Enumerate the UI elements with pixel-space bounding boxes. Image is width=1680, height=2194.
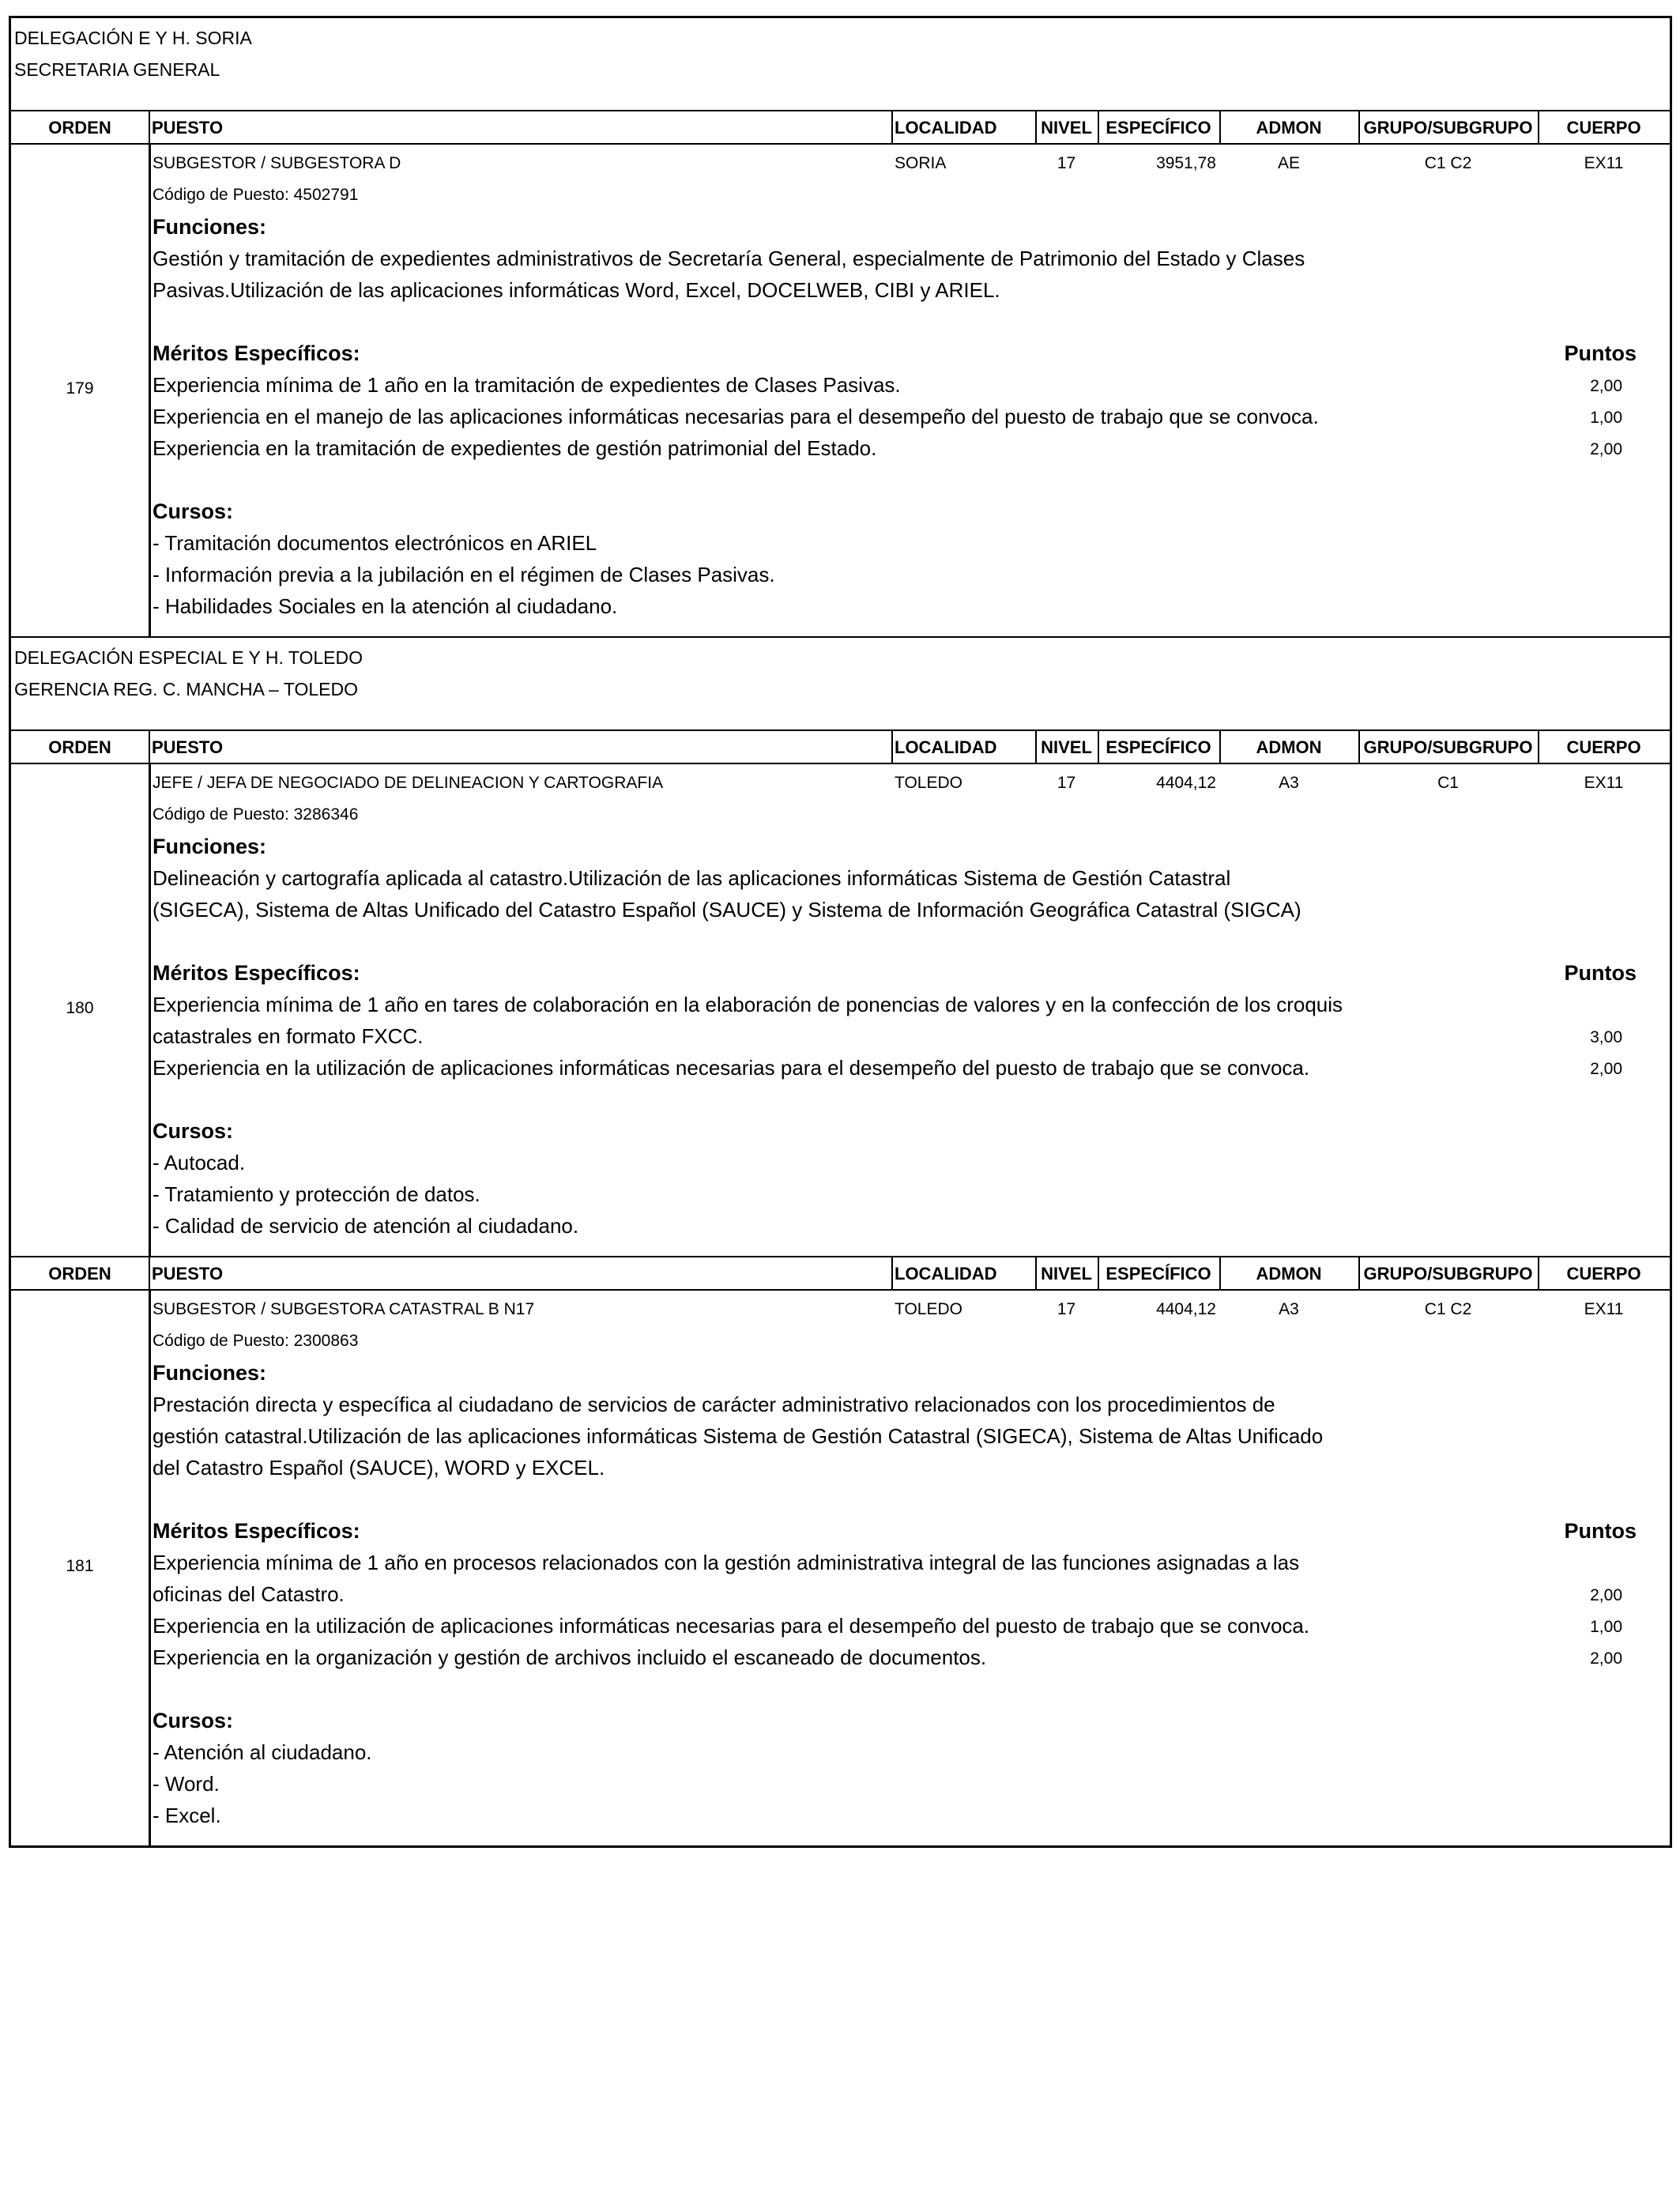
admon-value: A3 [1279,774,1299,792]
header-nivel: NIVEL [1041,118,1092,138]
nivel-value: 17 [1057,154,1076,172]
header-cuerpo: CUERPO [1566,118,1641,138]
section-soria [9,16,1672,636]
merito-line [153,1547,1670,1578]
spacer [153,925,1670,957]
spacer [153,1483,1670,1515]
meritos-heading: Méritos Específicos: [153,1519,360,1543]
column-header-row [11,111,1670,145]
funciones-text: Pasivas.Utilización de las aplicaciones informáticas Word, Excel, DOCELWEB, CIBI y ARIEL. [153,278,1000,302]
post-summary-line [153,767,1670,799]
column-divider [149,1257,150,1289]
nivel-value: 17 [1057,774,1076,792]
merito-points: 2,00 [1590,440,1622,458]
unit-name: SECRETARIA GENERAL [14,59,220,80]
funciones-text: gestión catastral.Utilización de las aplicaciones informáticas Sistema de Gestión Catastral (SIGECA), Sistema de Altas Unificado [153,1424,1324,1448]
cursos-heading: Cursos: [153,1709,234,1732]
meritos-heading-line [153,957,1670,989]
header-nivel: NIVEL [1041,1264,1092,1284]
orden-number: 181 [66,1557,94,1575]
merito-text: Experiencia en la utilización de aplicaciones informáticas necesarias para el desempeño del puesto de trabajo que se convoca. [153,1056,1310,1080]
document-table [9,16,1672,1848]
header-especifico: ESPECÍFICO [1106,1264,1211,1284]
funciones-heading: Funciones: [153,835,267,858]
column-header-row [11,731,1670,764]
orden-number: 179 [66,379,94,398]
meritos-heading-line [153,1515,1670,1547]
header-admon: ADMON [1256,1264,1322,1284]
column-header-row [11,1257,1670,1291]
especifico-value: 3951,78 [1156,154,1216,172]
puesto-name: JEFE / JEFA DE NEGOCIADO DE DELINEACION Y CARTOGRAFIA [153,774,664,792]
post-row [11,145,1670,636]
department-name: DELEGACIÓN E Y H. SORIA [14,28,252,48]
meritos-heading: Méritos Específicos: [153,341,360,365]
header-localidad: LOCALIDAD [895,737,997,757]
admon-value: A3 [1279,1300,1299,1318]
merito-line [153,1578,1670,1610]
puntos-heading: Puntos [1564,961,1637,985]
column-divider [891,1257,893,1289]
curso-item: - Atención al ciudadano. [153,1740,372,1764]
meritos-heading-line [153,337,1670,369]
merito-line [153,989,1670,1020]
curso-item: - Tratamiento y protección de datos. [153,1182,480,1206]
especifico-value: 4404,12 [1156,774,1216,792]
merito-text: Experiencia en la utilización de aplicaciones informáticas necesarias para el desempeño del puesto de trabajo que se convoca. [153,1614,1310,1638]
cuerpo-value: EX11 [1584,154,1624,172]
merito-line [153,432,1670,464]
curso-item: - Información previa a la jubilación en el régimen de Clases Pasivas. [153,563,775,586]
puntos-heading: Puntos [1564,341,1637,365]
spacer [153,1084,1670,1115]
funciones-text: Gestión y tramitación de expedientes administrativos de Secretaría General, especialmente de Patrimonio del Estado y Clases [153,247,1305,270]
header-wrap [11,1256,1670,1291]
merito-points: 2,00 [1590,1586,1622,1604]
curso-item: - Word. [153,1772,220,1796]
funciones-heading: Funciones: [153,1361,267,1385]
localidad-value: SORIA [895,154,947,172]
merito-points: 2,00 [1590,1649,1622,1668]
column-divider [891,731,893,763]
header-orden: ORDEN [48,118,111,138]
admon-value: AE [1277,154,1300,172]
column-divider [149,111,150,143]
post-summary-line [153,1294,1670,1325]
header-grupo: GRUPO/SUBGRUPO [1363,737,1533,757]
funciones-text: Prestación directa y específica al ciudadano de servicios de carácter administrativo relacionados con los procedimientos de [153,1393,1275,1416]
funciones-text: (SIGECA), Sistema de Altas Unificado del Catastro Español (SAUCE) y Sistema de Información Geográfica Catastral (SIGCA) [153,898,1301,922]
grupo-value: C1 C2 [1424,154,1472,172]
curso-item: - Tramitación documentos electrónicos en ARIEL [153,531,597,555]
header-puesto: PUESTO [152,737,224,757]
curso-item: - Habilidades Sociales en la atención al ciudadano. [153,594,618,618]
section-toledo [9,636,1672,1848]
cursos-heading: Cursos: [153,1119,234,1143]
cuerpo-value: EX11 [1584,774,1624,792]
post-content [151,764,1670,1256]
header-admon: ADMON [1256,118,1322,138]
header-localidad: LOCALIDAD [895,1264,997,1284]
merito-points: 2,00 [1590,377,1622,395]
merito-text: oficinas del Catastro. [153,1582,345,1606]
header-localidad: LOCALIDAD [895,118,997,138]
header-orden: ORDEN [48,737,111,757]
merito-text: Experiencia en la organización y gestión de archivos incluido el escaneado de documentos. [153,1646,987,1669]
orden-number: 180 [66,999,94,1017]
puntos-heading: Puntos [1564,1519,1637,1543]
codigo-puesto: Código de Puesto: 4502791 [153,186,359,204]
column-divider [891,111,893,143]
spacer [153,1673,1670,1705]
curso-item: - Autocad. [153,1151,246,1174]
merito-points: 3,00 [1590,1028,1622,1046]
cursos-heading: Cursos: [153,499,234,523]
nivel-value: 17 [1057,1300,1076,1318]
curso-item: - Calidad de servicio de atención al ciudadano. [153,1214,579,1238]
header-grupo: GRUPO/SUBGRUPO [1363,118,1533,138]
department-name: DELEGACIÓN ESPECIAL E Y H. TOLEDO [14,647,363,668]
merito-text: catastrales en formato FXCC. [153,1024,424,1048]
merito-points: 1,00 [1590,1618,1622,1636]
header-grupo: GRUPO/SUBGRUPO [1363,1264,1533,1284]
post-content [151,145,1670,636]
merito-line [153,401,1670,432]
meritos-heading: Méritos Específicos: [153,961,360,985]
localidad-value: TOLEDO [895,1300,962,1318]
localidad-value: TOLEDO [895,774,962,792]
puesto-name: SUBGESTOR / SUBGESTORA CATASTRAL B N17 [153,1300,535,1318]
post-summary-line [153,148,1670,179]
merito-line [153,1610,1670,1642]
cuerpo-value: EX11 [1584,1300,1624,1318]
merito-line [153,1052,1670,1084]
header-especifico: ESPECÍFICO [1106,118,1211,138]
merito-line [153,369,1670,401]
merito-text: Experiencia mínima de 1 año en la tramitación de expedientes de Clases Pasivas. [153,373,901,397]
funciones-text: Delineación y cartografía aplicada al catastro.Utilización de las aplicaciones informáticas Sistema de Gestión Catastral [153,866,1231,890]
header-puesto: PUESTO [152,1264,224,1284]
merito-points: 1,00 [1590,409,1622,427]
codigo-puesto: Código de Puesto: 2300863 [153,1332,359,1350]
merito-line [153,1020,1670,1052]
post-row [11,1291,1670,1845]
grupo-value: C1 [1437,774,1459,792]
funciones-heading: Funciones: [153,215,267,239]
department-block [11,18,1670,111]
merito-text: Experiencia en la tramitación de expedientes de gestión patrimonial del Estado. [153,436,877,460]
unit-name: GERENCIA REG. C. MANCHA – TOLEDO [14,679,358,699]
header-cuerpo: CUERPO [1566,1264,1641,1284]
spacer [153,464,1670,496]
spacer [153,306,1670,337]
curso-item: - Excel. [153,1804,221,1827]
grupo-value: C1 C2 [1424,1300,1472,1318]
header-puesto: PUESTO [152,118,224,138]
post-content [151,1291,1670,1845]
codigo-puesto: Código de Puesto: 3286346 [153,805,359,824]
header-nivel: NIVEL [1041,737,1092,757]
especifico-value: 4404,12 [1156,1300,1216,1318]
header-especifico: ESPECÍFICO [1106,737,1211,757]
puesto-name: SUBGESTOR / SUBGESTORA D [153,154,401,172]
merito-text: Experiencia en el manejo de las aplicaciones informáticas necesarias para el desempeño del puesto de trabajo que se convoca. [153,405,1319,428]
header-orden: ORDEN [48,1264,111,1284]
funciones-text: del Catastro Español (SAUCE), WORD y EXCEL. [153,1456,605,1480]
department-block [11,638,1670,731]
header-admon: ADMON [1256,737,1322,757]
merito-points: 2,00 [1590,1060,1622,1078]
merito-line [153,1642,1670,1673]
post-row [11,764,1670,1256]
header-cuerpo: CUERPO [1566,737,1641,757]
merito-text: Experiencia mínima de 1 año en procesos relacionados con la gestión administrativa integral de las funciones asignadas a las [153,1551,1300,1574]
column-divider [149,731,150,763]
merito-text: Experiencia mínima de 1 año en tares de colaboración en la elaboración de ponencias de valores y en la confección de los croquis [153,993,1343,1016]
